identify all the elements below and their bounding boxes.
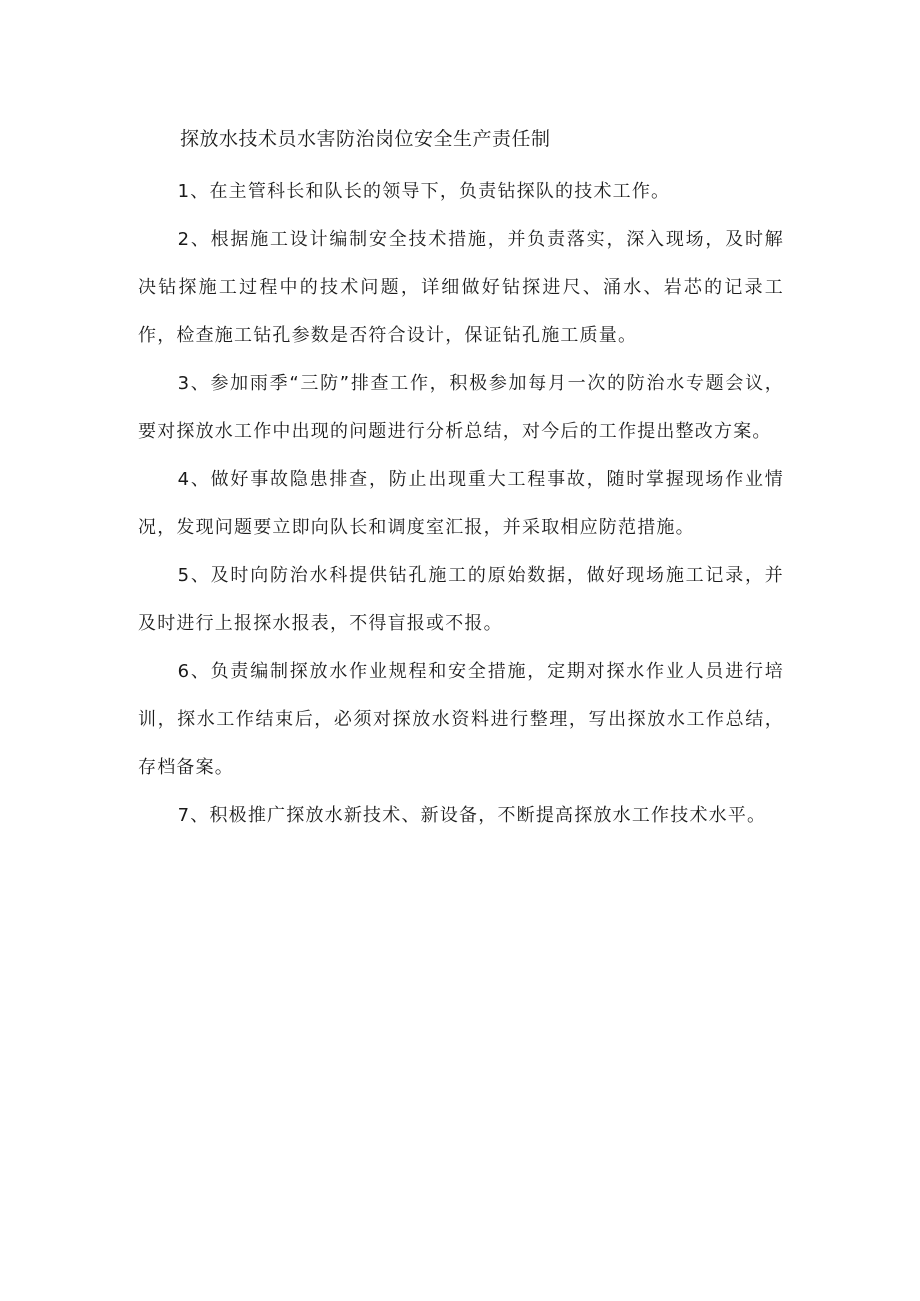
paragraph-2: 2、根据施工设计编制安全技术措施，并负责落实，深入现场，及时解决钻探施工过程中的技术问题，详细做好钻探进尺、涌水、岩芯的记录工作，检查施工钻孔参数是否符合设计，保证钻孔施工质量。 (138, 229, 784, 346)
document-title: 探放水技术员水害防治岗位安全生产责任制 (180, 128, 551, 150)
paragraph-6: 6、负责编制探放水作业规程和安全措施，定期对探水作业人员进行培训，探水工作结束后，必须对探放水资料进行整理，写出探放水工作总结，存档备案。 (138, 661, 784, 778)
paragraph-4: 4、做好事故隐患排查，防止出现重大工程事故，随时掌握现场作业情况，发现问题要立即向队长和调度室汇报，并采取相应防范措施。 (138, 469, 784, 538)
document-body (138, 168, 784, 840)
paragraph-1: 1、在主管科长和队长的领导下，负责钻探队的技术工作。 (177, 181, 671, 202)
paragraph-5: 5、及时向防治水科提供钻孔施工的原始数据，做好现场施工记录，并及时进行上报探水报表，不得盲报或不报。 (138, 565, 784, 634)
paragraph-3: 3、参加雨季“三防”排查工作，积极参加每月一次的防治水专题会议，要对探放水工作中出现的问题进行分析总结，对今后的工作提出整改方案。 (138, 373, 784, 442)
paragraph-7: 7、积极推广探放水新技术、新设备，不断提高探放水工作技术水平。 (177, 805, 767, 826)
